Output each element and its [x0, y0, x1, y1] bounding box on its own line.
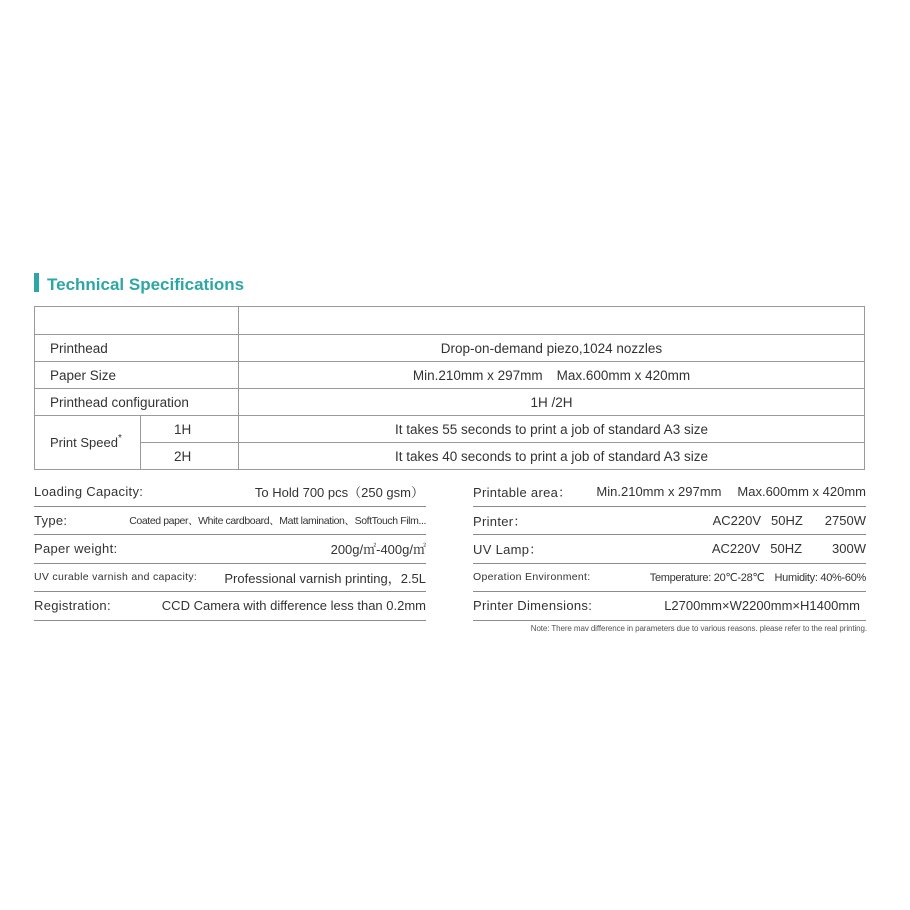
- loading-capacity-row: [34, 478, 426, 507]
- table-row: [35, 362, 865, 389]
- loading-capacity-label: Loading Capacity:: [34, 484, 144, 500]
- registration-row: [34, 592, 426, 621]
- varnish-label: UV curable varnish and capacity:: [34, 571, 198, 584]
- printer-power: 2750W: [824, 512, 866, 528]
- config-value: 1H /2H: [239, 389, 865, 416]
- paper-weight-label: Paper weight:: [34, 541, 118, 557]
- printable-area-min: Min.210mm x 297mm: [596, 484, 722, 500]
- environment-label: Operation Environment:: [473, 571, 591, 584]
- paper-weight-row: [34, 535, 426, 564]
- varnish-row: [34, 564, 426, 593]
- printable-area-label: Printable area：: [473, 485, 572, 501]
- environment-value: [650, 571, 866, 584]
- environment-humidity: Humidity: 40%-60%: [774, 571, 866, 584]
- loading-capacity-value: To Hold 700 pcs（250 gsm）: [254, 485, 424, 501]
- print-speed-mark: *: [117, 433, 122, 444]
- dimensions-label: Printer Dimensions:: [473, 598, 593, 614]
- page-title: Technical Specifications: [47, 275, 245, 294]
- print-speed-text: Print Speed: [50, 435, 118, 450]
- table-header-blank-right: [239, 307, 865, 335]
- printer-row: [473, 507, 866, 536]
- paper-size-min: Min.210mm x 297mm: [412, 367, 543, 383]
- printer-label: Printer：: [473, 513, 527, 529]
- type-label: Type:: [34, 512, 68, 528]
- registration-label: Registration:: [34, 598, 111, 614]
- dimensions-value: L2700mm×W2200mm×H1400mm: [664, 598, 860, 614]
- spec-list-right: [473, 478, 866, 621]
- table-row: [35, 443, 865, 470]
- printhead-value: Drop-on-demand piezo,1024 nozzles: [239, 335, 865, 362]
- printer-value: [713, 513, 866, 528]
- paper-size-label: Paper Size: [35, 362, 239, 389]
- paper-size-max: Max.600mm x 420mm: [556, 367, 691, 383]
- dimensions-row: [473, 592, 866, 621]
- footnote: Note: There mav difference in parameters due to various reasons. please refer to the real printing.: [530, 624, 867, 633]
- table-row: [35, 335, 865, 362]
- registration-value: CCD Camera with difference less than 0.2mm: [161, 598, 426, 614]
- printer-frequency: 50HZ: [771, 512, 803, 528]
- type-value: Coated paper、White cardboard、Matt lamination、SoftTouch Film...: [129, 514, 426, 527]
- table-header-blank-left: [35, 307, 239, 335]
- environment-temperature: Temperature: 20℃-28℃: [649, 571, 765, 584]
- speed-mode-2h: 2H: [141, 443, 239, 470]
- table-header-row: [35, 307, 865, 335]
- config-label: Printhead configuration: [35, 389, 239, 416]
- print-speed-label: [35, 416, 141, 470]
- uv-lamp-voltage: AC220V: [711, 541, 761, 557]
- environment-row: [473, 564, 866, 593]
- printhead-label: Printhead: [35, 335, 239, 362]
- varnish-value: Professional varnish printing，2.5L: [224, 570, 426, 586]
- printable-area-max: Max.600mm x 420mm: [737, 484, 866, 500]
- spec-table: [34, 306, 865, 470]
- printer-voltage: AC220V: [712, 512, 761, 528]
- uv-lamp-row: [473, 535, 866, 564]
- spec-list-left: [34, 478, 426, 621]
- speed-mode-1h: 1H: [141, 416, 239, 443]
- type-row: [34, 507, 426, 536]
- table-row: [35, 416, 865, 443]
- printable-area-row: [473, 478, 866, 507]
- uv-lamp-power: 300W: [832, 541, 866, 557]
- uv-lamp-value: [712, 541, 866, 556]
- uv-lamp-label: UV Lamp：: [473, 542, 543, 558]
- printable-area-value: [596, 484, 866, 499]
- uv-lamp-frequency: 50HZ: [770, 541, 803, 557]
- table-row: [35, 389, 865, 416]
- paper-weight-value: 200g/㎡-400g/㎡: [330, 542, 426, 558]
- paper-size-value: [239, 362, 865, 389]
- speed-value-1h: It takes 55 seconds to print a job of standard A3 size: [239, 416, 865, 443]
- title-accent-bar: [34, 273, 39, 292]
- speed-value-2h: It takes 40 seconds to print a job of standard A3 size: [239, 443, 865, 470]
